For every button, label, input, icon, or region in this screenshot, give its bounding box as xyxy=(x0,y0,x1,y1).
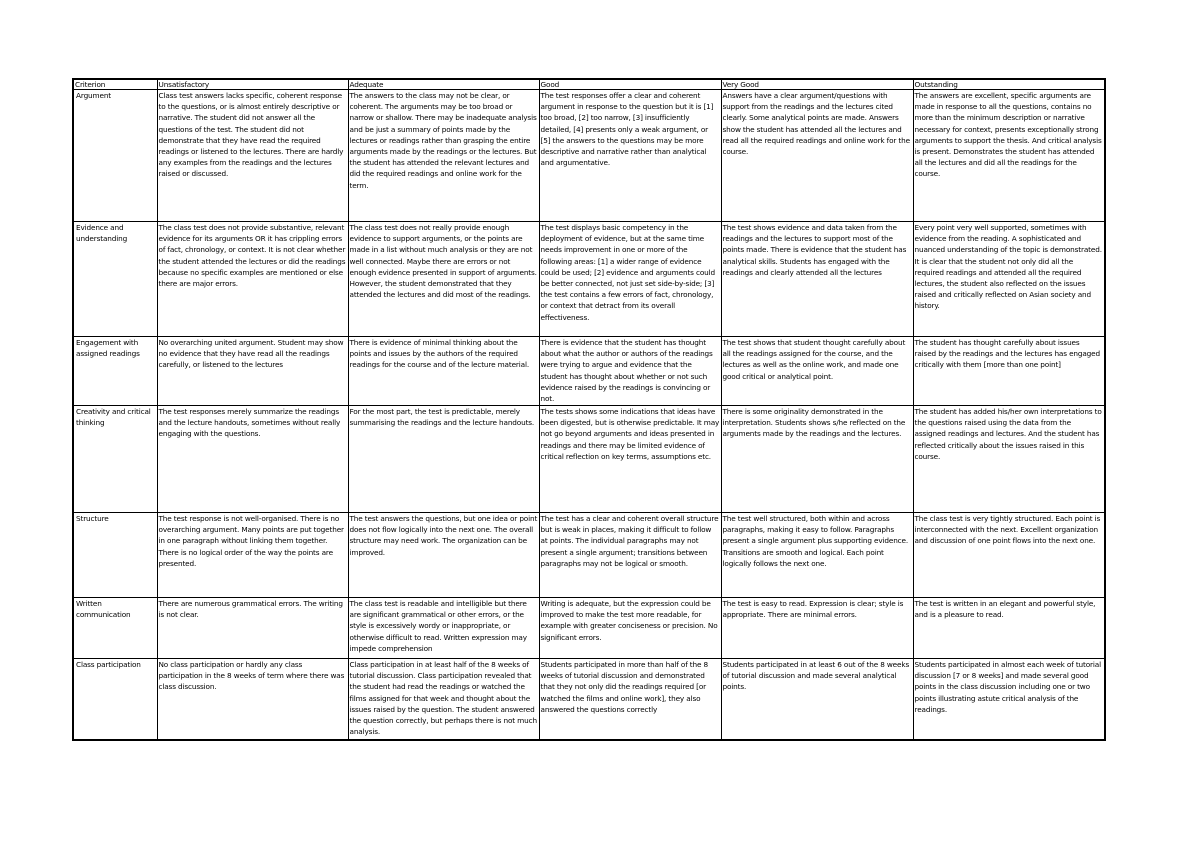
rubric-cell: The class test does not really provide enough evidence to support arguments, or the points are made in a list without much analysis or they are not well connected. Maybe there are errors or not enough evidence presented in support of arguments. However, the student demonstrated that they attended the lectures and did most of the readings. xyxy=(348,222,539,337)
rubric-cell: Class test answers lacks specific, coherent response to the questions, or is almost entirely descriptive or narrative. The student did not answer all the questions of the test. The student did not demonstrate that they have read the required readings or listened to the lectures. There are hardly any examples from the readings and the lectures raised or discussed. xyxy=(157,90,348,222)
rubric-cell: No class participation or hardly any class participation in the 8 weeks of term where there was class discussion. xyxy=(157,659,348,741)
table-row xyxy=(73,513,1105,598)
rubric-cell: The test answers the questions, but one idea or point does not flow logically into the next one. The overall structure may need work. The organization can be improved. xyxy=(348,513,539,598)
rubric-cell: There is evidence of minimal thinking about the points and issues by the authors of the required readings for the course and of the lecture material. xyxy=(348,337,539,406)
rubric-cell: The class test is very tightly structured. Each point is interconnected with the next. Excellent organization and discussion of one point flows into the next one. xyxy=(913,513,1105,598)
rubric-cell: The class test does not provide substantive, relevant evidence for its arguments OR it has crippling errors of fact, chronology, or context. It is not clear whether the student attended the lectures or did the readings because no specific examples are mentioned or else there are major errors. xyxy=(157,222,348,337)
rubric-cell: The test responses offer a clear and coherent argument in response to the question but it is [1] too broad, [2] too narrow, [3] insufficiently detailed, [4] presents only a weak argument, or [5] the answers to the questions may be more descriptive and narrative rather than analytical and argumentative. xyxy=(539,90,721,222)
criterion-cell: Structure xyxy=(73,513,157,598)
table-row xyxy=(73,90,1105,222)
rubric-cell: The answers are excellent, specific arguments are made in response to all the questions, contains no more than the minimum description or narrative necessary for context, presents exceptionally strong arguments to support the thesis. And critical analysis is present. Demonstrates the student has attended all the lectures and did all the readings for the course. xyxy=(913,90,1105,222)
criterion-cell: Creativity and critical thinking xyxy=(73,406,157,513)
rubric-cell: For the most part, the test is predictable, merely summarising the readings and the lecture handouts. xyxy=(348,406,539,513)
table-row xyxy=(73,406,1105,513)
table-row xyxy=(73,598,1105,659)
rubric-cell: The test has a clear and coherent overall structure but is weak in places, making it difficult to follow at points. The individual paragraphs may not present a single argument; transitions between paragraphs may not be logical or smooth. xyxy=(539,513,721,598)
criterion-cell: Engagement with assigned readings xyxy=(73,337,157,406)
header-adequate: Adequate xyxy=(348,79,539,90)
rubric-cell: No overarching united argument. Student may show no evidence that they have read all the readings carefully, or listened to the lectures xyxy=(157,337,348,406)
rubric-cell: The student has added his/her own interpretations to the questions raised using the data from the assigned readings and lectures. And the student has reflected critically about the issues raised in this course. xyxy=(913,406,1105,513)
table-row xyxy=(73,222,1105,337)
header-outstanding: Outstanding xyxy=(913,79,1105,90)
rubric-cell: The class test is readable and intelligible but there are significant grammatical or other errors, or the style is excessively wordy or inappropriate, or otherwise difficult to read. Written expression may impede comprehension xyxy=(348,598,539,659)
rubric-cell: There is some originality demonstrated in the interpretation. Students shows s/he reflected on the arguments made by the readings and the lectures. xyxy=(721,406,913,513)
rubric-cell: There are numerous grammatical errors. The writing is not clear. xyxy=(157,598,348,659)
criterion-cell: Class participation xyxy=(73,659,157,741)
rubric-cell: The test shows evidence and data taken from the readings and the lectures to support most of the points made. There is evidence that the student has analytical skills. Students has engaged with the readings and clearly attended all the lectures xyxy=(721,222,913,337)
rubric-cell: The answers to the class may not be clear, or coherent. The arguments may be too broad or narrow or shallow. There may be inadequate analysis and be just a summary of points made by the lectures or readings rather than grasping the entire arguments made by the readings or the lectures. But the student has attended the relevant lectures and did the required readings and online work for the term. xyxy=(348,90,539,222)
rubric-cell: Students participated in more than half of the 8 weeks of tutorial discussion and demonstrated that they not only did the readings required [or watched the films and online work], they also answered the questions correctly xyxy=(539,659,721,741)
rubric-cell: The test response is not well-organised. There is no overarching argument. Many points are put together in one paragraph without linking them together. There is no logical order of the way the points are presented. xyxy=(157,513,348,598)
table-row xyxy=(73,659,1105,741)
criterion-cell: Evidence and understanding xyxy=(73,222,157,337)
rubric-cell: The tests shows some indications that ideas have been digested, but is otherwise predictable. It may not go beyond arguments and ideas presented in readings and there may be limited evidence of critical reflection on key terms, assumptions etc. xyxy=(539,406,721,513)
header-unsatisfactory: Unsatisfactory xyxy=(157,79,348,90)
rubric-cell: Students participated in almost each week of tutorial discussion [7 or 8 weeks] and made several good points in the class discussion including one or two points illustrating astute critical analysis of the readings. xyxy=(913,659,1105,741)
rubric-cell: The test shows that student thought carefully about all the readings assigned for the course, and the lectures as well as the online work, and made one good critical or analytical point. xyxy=(721,337,913,406)
criterion-cell: Written communication xyxy=(73,598,157,659)
rubric-table xyxy=(72,78,1106,741)
header-very-good: Very Good xyxy=(721,79,913,90)
rubric-cell: Class participation in at least half of the 8 weeks of tutorial discussion. Class participation revealed that the student had read the readings or watched the films assigned for that week and thought about the issues raised by the question. The student answered the question correctly, but perhaps there is not much analysis. xyxy=(348,659,539,741)
rubric-cell: The test is written in an elegant and powerful style, and is a pleasure to read. xyxy=(913,598,1105,659)
rubric-cell: The test responses merely summarize the readings and the lecture handouts, sometimes without really engaging with the questions. xyxy=(157,406,348,513)
header-row xyxy=(73,79,1105,90)
header-good: Good xyxy=(539,79,721,90)
rubric-cell: The student has thought carefully about issues raised by the readings and the lectures has engaged critically with them [more than one point] xyxy=(913,337,1105,406)
rubric-cell: Answers have a clear argument/questions with support from the readings and the lectures cited clearly. Some analytical points are made. Answers show the student has attended all the lectures and read all the required readings and online work for the course. xyxy=(721,90,913,222)
header-criterion: Criterion xyxy=(73,79,157,90)
criterion-cell: Argument xyxy=(73,90,157,222)
rubric-cell: The test displays basic competency in the deployment of evidence, but at the same time needs improvement in one or more of the following areas: [1] a wider range of evidence could be used; [2] evidence and arguments could be better connected, not just set side-by-side; [3] the test contains a few errors of fact, chronology, or context that detract from its overall effectiveness. xyxy=(539,222,721,337)
rubric-cell: Every point very well supported, sometimes with evidence from the reading. A sophisticated and nuanced understanding of the topic is demonstrated. It is clear that the student not only did all the required readings and attended all the required lectures, the student also reflected on the issues raised and critically reflected on Asian society and history. xyxy=(913,222,1105,337)
table-row xyxy=(73,337,1105,406)
rubric-cell: Writing is adequate, but the expression could be improved to make the test more readable, for example with greater conciseness or precision. No significant errors. xyxy=(539,598,721,659)
rubric-cell: Students participated in at least 6 out of the 8 weeks of tutorial discussion and made several analytical points. xyxy=(721,659,913,741)
rubric-cell: The test well structured, both within and across paragraphs, making it easy to follow. Paragraphs present a single argument plus supporting evidence. Transitions are smooth and logical. Each point logically follows the next one. xyxy=(721,513,913,598)
rubric-cell: The test is easy to read. Expression is clear; style is appropriate. There are minimal errors. xyxy=(721,598,913,659)
rubric-cell: There is evidence that the student has thought about what the author or authors of the readings were trying to argue and evidence that the student has thought about whether or not such evidence raised by the readings is convincing or not. xyxy=(539,337,721,406)
